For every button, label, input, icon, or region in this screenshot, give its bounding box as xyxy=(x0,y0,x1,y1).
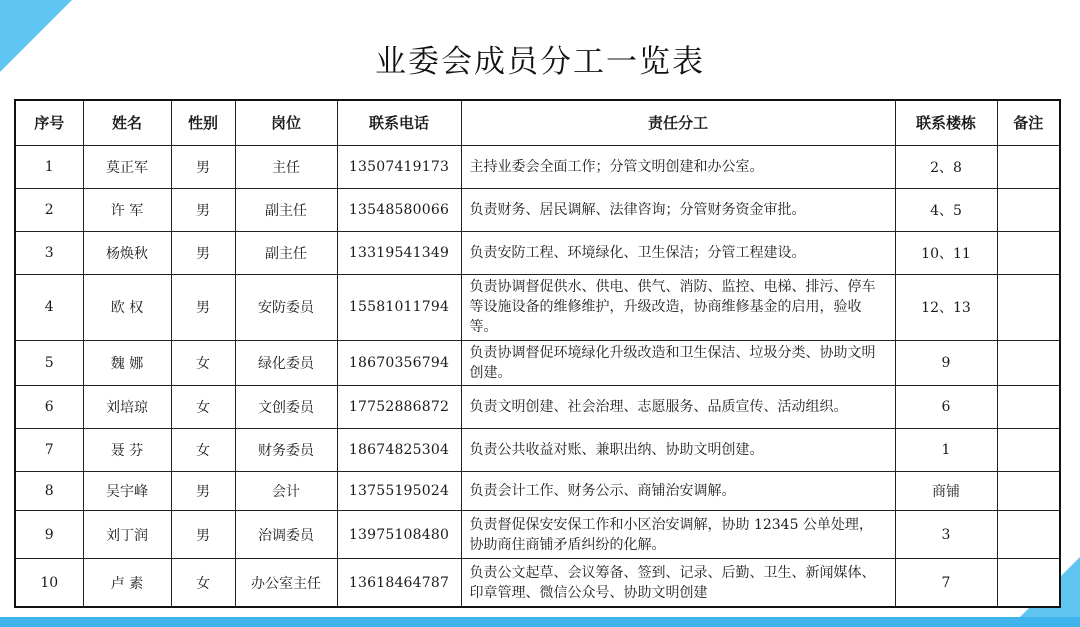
cell-post: 会计 xyxy=(235,472,337,511)
cell-gender: 男 xyxy=(171,274,235,341)
cell-building: 3 xyxy=(895,511,997,559)
table-header-row xyxy=(15,100,1060,145)
cell-phone: 13755195024 xyxy=(337,472,461,511)
cell-duty: 负责安防工程、环境绿化、卫生保洁；分管工程建设。 xyxy=(461,231,895,274)
cell-phone: 13548580066 xyxy=(337,188,461,231)
cell-building: 10、11 xyxy=(895,231,997,274)
header-remark: 备注 xyxy=(997,100,1060,145)
cell-post: 办公室主任 xyxy=(235,559,337,607)
cell-building: 商铺 xyxy=(895,472,997,511)
header-no: 序号 xyxy=(15,100,83,145)
table-row xyxy=(15,559,1060,607)
cell-duty: 负责文明创建、社会治理、志愿服务、品质宣传、活动组织。 xyxy=(461,386,895,429)
cell-remark xyxy=(997,188,1060,231)
cell-name: 欧 权 xyxy=(83,274,171,341)
cell-name: 刘培琼 xyxy=(83,386,171,429)
cell-no: 4 xyxy=(15,274,83,341)
cell-remark xyxy=(997,145,1060,188)
cell-name: 许 军 xyxy=(83,188,171,231)
header-name: 姓名 xyxy=(83,100,171,145)
cell-no: 2 xyxy=(15,188,83,231)
cell-duty: 负责会计工作、财务公示、商铺治安调解。 xyxy=(461,472,895,511)
cell-phone: 18670356794 xyxy=(337,341,461,386)
table-row xyxy=(15,145,1060,188)
header-post: 岗位 xyxy=(235,100,337,145)
cell-name: 莫正军 xyxy=(83,145,171,188)
table-row xyxy=(15,511,1060,559)
cell-gender: 男 xyxy=(171,188,235,231)
bottom-accent-bar xyxy=(0,617,1080,627)
cell-phone: 15581011794 xyxy=(337,274,461,341)
cell-building: 7 xyxy=(895,559,997,607)
cell-phone: 13618464787 xyxy=(337,559,461,607)
cell-phone: 13319541349 xyxy=(337,231,461,274)
cell-gender: 女 xyxy=(171,341,235,386)
cell-name: 卢 素 xyxy=(83,559,171,607)
cell-duty: 负责督促保安安保工作和小区治安调解，协助 12345 公单处理，协助商住商铺矛盾纠纷的化解。 xyxy=(461,511,895,559)
table-container xyxy=(14,99,1059,608)
cell-phone: 13975108480 xyxy=(337,511,461,559)
cell-name: 聂 芬 xyxy=(83,429,171,472)
cell-gender: 男 xyxy=(171,472,235,511)
cell-duty: 负责公文起草、会议筹备、签到、记录、后勤、卫生、新闻媒体、印章管理、微信公众号、协助文明创建 xyxy=(461,559,895,607)
table-row xyxy=(15,429,1060,472)
cell-post: 安防委员 xyxy=(235,274,337,341)
cell-phone: 18674825304 xyxy=(337,429,461,472)
cell-post: 副主任 xyxy=(235,231,337,274)
cell-building: 2、8 xyxy=(895,145,997,188)
cell-duty: 负责协调督促环境绿化升级改造和卫生保洁、垃圾分类、协助文明创建。 xyxy=(461,341,895,386)
table-row xyxy=(15,386,1060,429)
table-row xyxy=(15,472,1060,511)
cell-no: 5 xyxy=(15,341,83,386)
table-row xyxy=(15,188,1060,231)
cell-name: 刘丁润 xyxy=(83,511,171,559)
cell-post: 绿化委员 xyxy=(235,341,337,386)
cell-gender: 女 xyxy=(171,559,235,607)
cell-remark xyxy=(997,511,1060,559)
cell-building: 1 xyxy=(895,429,997,472)
page-title: 业委会成员分工一览表 xyxy=(375,44,705,80)
cell-remark xyxy=(997,274,1060,341)
cell-building: 12、13 xyxy=(895,274,997,341)
header-phone: 联系电话 xyxy=(337,100,461,145)
cell-post: 副主任 xyxy=(235,188,337,231)
cell-gender: 男 xyxy=(171,145,235,188)
cell-no: 9 xyxy=(15,511,83,559)
header-building: 联系楼栋 xyxy=(895,100,997,145)
cell-remark xyxy=(997,472,1060,511)
cell-post: 主任 xyxy=(235,145,337,188)
cell-building: 4、5 xyxy=(895,188,997,231)
cell-post: 财务委员 xyxy=(235,429,337,472)
cell-no: 3 xyxy=(15,231,83,274)
cell-phone: 17752886872 xyxy=(337,386,461,429)
cell-remark xyxy=(997,386,1060,429)
table-row xyxy=(15,341,1060,386)
cell-no: 7 xyxy=(15,429,83,472)
cell-duty: 主持业委会全面工作；分管文明创建和办公室。 xyxy=(461,145,895,188)
cell-building: 9 xyxy=(895,341,997,386)
cell-duty: 负责财务、居民调解、法律咨询；分管财务资金审批。 xyxy=(461,188,895,231)
cell-name: 杨焕秋 xyxy=(83,231,171,274)
cell-gender: 女 xyxy=(171,386,235,429)
cell-remark xyxy=(997,559,1060,607)
header-duty: 责任分工 xyxy=(461,100,895,145)
cell-duty: 负责公共收益对账、兼职出纳、协助文明创建。 xyxy=(461,429,895,472)
table-row xyxy=(15,274,1060,341)
cell-phone: 13507419173 xyxy=(337,145,461,188)
cell-building: 6 xyxy=(895,386,997,429)
cell-name: 魏 娜 xyxy=(83,341,171,386)
cell-remark xyxy=(997,429,1060,472)
member-duty-table xyxy=(14,99,1061,608)
cell-gender: 男 xyxy=(171,511,235,559)
cell-remark xyxy=(997,231,1060,274)
cell-remark xyxy=(997,341,1060,386)
table-row xyxy=(15,231,1060,274)
cell-no: 8 xyxy=(15,472,83,511)
header-gender: 性别 xyxy=(171,100,235,145)
cell-no: 10 xyxy=(15,559,83,607)
cell-no: 1 xyxy=(15,145,83,188)
cell-no: 6 xyxy=(15,386,83,429)
cell-gender: 男 xyxy=(171,231,235,274)
cell-post: 文创委员 xyxy=(235,386,337,429)
cell-post: 治调委员 xyxy=(235,511,337,559)
cell-name: 吴宇峰 xyxy=(83,472,171,511)
cell-duty: 负责协调督促供水、供电、供气、消防、监控、电梯、排污、停车等设施设备的维修维护，升级改造，协商维修基金的启用，验收等。 xyxy=(461,274,895,341)
cell-gender: 女 xyxy=(171,429,235,472)
